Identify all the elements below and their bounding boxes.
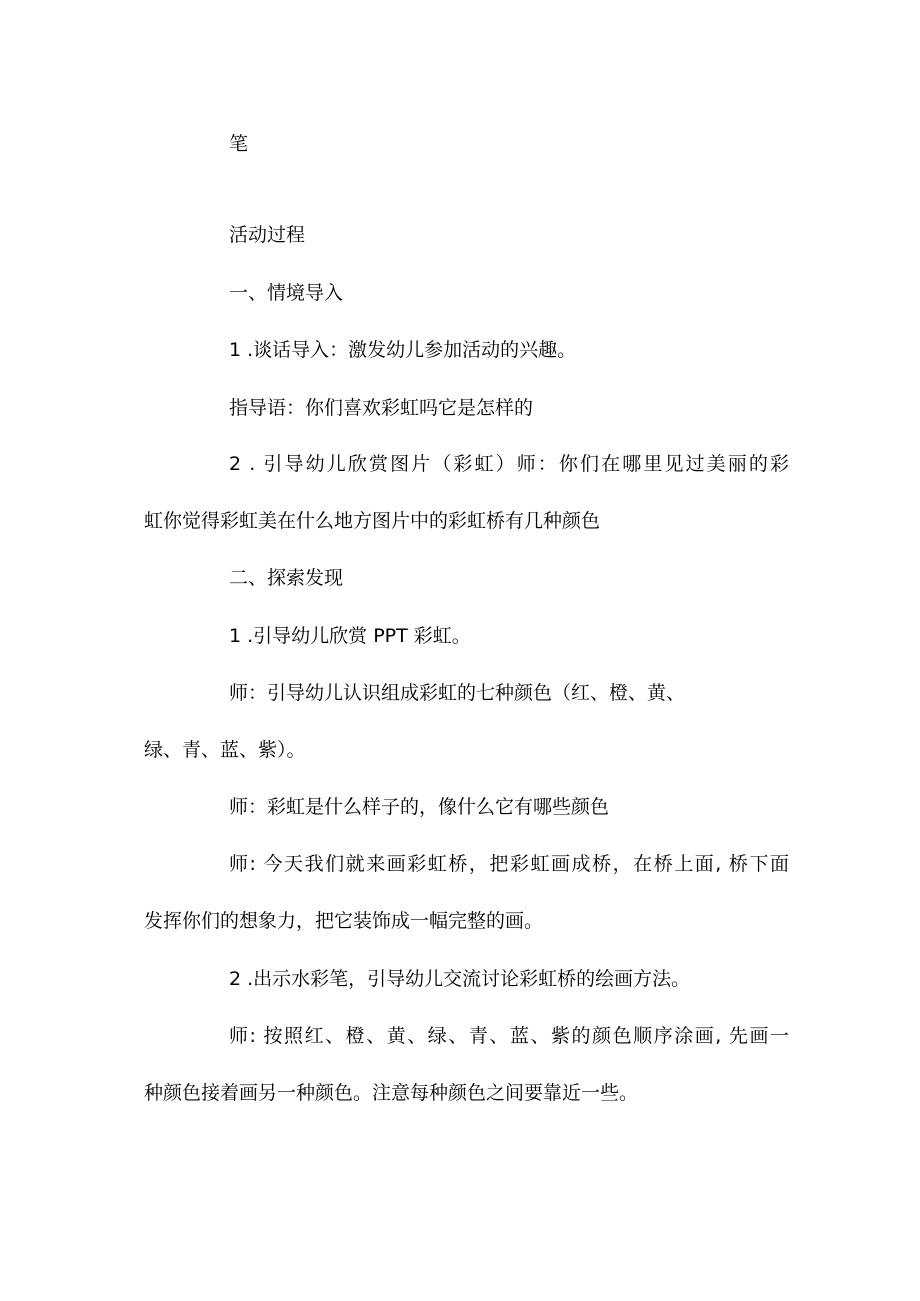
paragraph-draw-bridge-line-2: 发挥你们的想象力，把它装饰成一幅完整的画。 [144, 910, 544, 932]
section-heading-situation-intro: 一、情境导入 [229, 282, 344, 304]
paragraph-ppt-rainbow: 1 .引导幼儿欣赏 PPT 彩虹。 [229, 625, 471, 647]
section-heading-activity-process: 活动过程 [229, 224, 306, 246]
paragraph-guidance: 指导语：你们喜欢彩虹吗它是怎样的 [229, 397, 534, 419]
paragraph-rainbow-shape: 师：彩虹是什么样子的，像什么它有哪些颜色 [229, 796, 610, 818]
section-heading-explore-discover: 二、探索发现 [229, 567, 344, 589]
paragraph-conversation-intro: 1 .谈话导入：激发幼儿参加活动的兴趣。 [229, 339, 577, 361]
paragraph-color-order-line-1: 师: 按照红、橙、黄、绿、青、蓝、紫的颜色顺序涂画, 先画一 [229, 1025, 789, 1047]
paragraph-view-picture-line-1: 2 . 引导幼儿欣赏图片（彩虹）师：你们在哪里见过美丽的彩 [229, 453, 789, 475]
paragraph-seven-colors-line-1: 师：引导幼儿认识组成彩虹的七种颜色（红、橙、黄、 [229, 682, 686, 704]
paragraph-draw-bridge-line-1: 师: 今天我们就来画彩虹桥，把彩虹画成桥，在桥上面, 桥下面 [229, 853, 789, 875]
material-pen-line: 笔 [229, 133, 249, 155]
paragraph-color-order-line-2: 种颜色接着画另一种颜色。注意每种颜色之间要靠近一些。 [144, 1082, 639, 1104]
paragraph-watercolor-pen: 2 .出示水彩笔，引导幼儿交流讨论彩虹桥的绘画方法。 [229, 968, 691, 990]
paragraph-seven-colors-line-2: 绿、青、蓝、紫）。 [144, 739, 306, 761]
paragraph-view-picture-line-2: 虹你觉得彩虹美在什么地方图片中的彩虹桥有几种颜色 [144, 510, 601, 532]
